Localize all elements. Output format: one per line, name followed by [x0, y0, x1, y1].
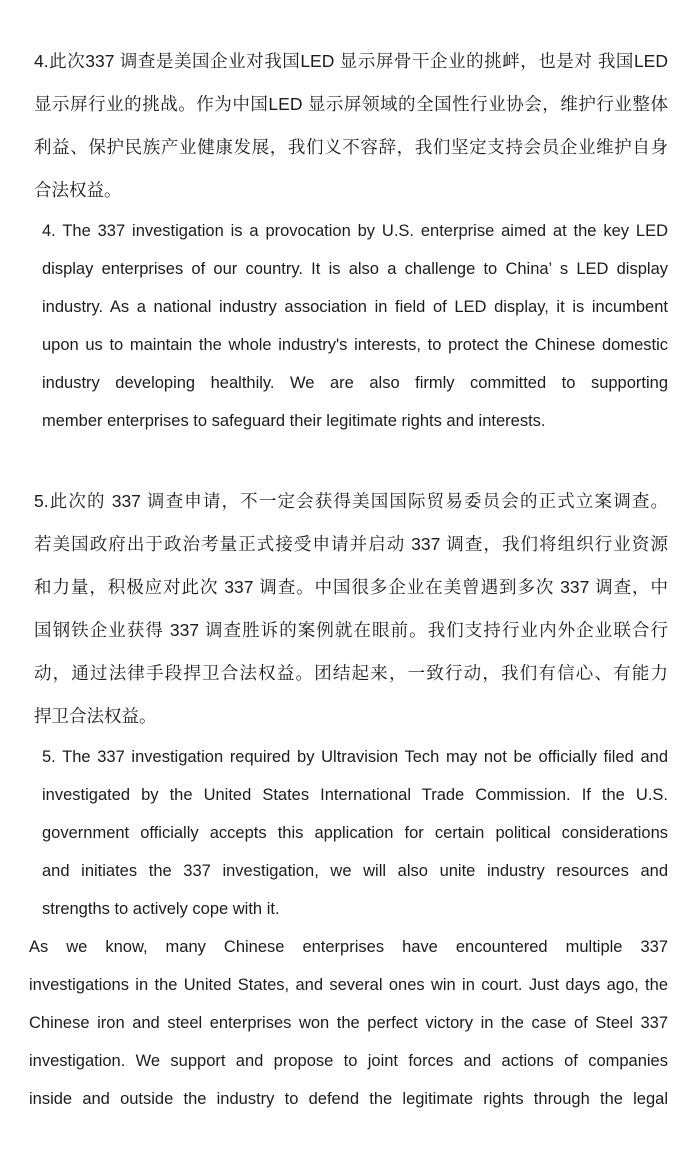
- text-line: 利益、保护民族产业健康发展，我们义不容辞，我们坚定支持会员企业维护自身: [34, 137, 668, 157]
- text-line: 4. The 337 investigation is a provocation by U.S. enterprise aimed at the key LED: [42, 222, 668, 240]
- text-line: 4.此次337 调查是美国企业对我国LED 显示屏骨干企业的挑衅，也是对 我国LED: [34, 51, 668, 71]
- text-line: 国钢铁企业获得 337 调查胜诉的案例就在眼前。我们支持行业内外企业联合行: [34, 620, 668, 640]
- para-5-en: [42, 738, 668, 928]
- text-line: 和力量，积极应对此次 337 调查。中国很多企业在美曾遇到多次 337 调查，中: [34, 577, 668, 597]
- text-line: investigation. We support and propose to joint forces and actions of companies: [29, 1052, 668, 1070]
- para-continuation-en: [29, 928, 668, 1118]
- text-line: 若美国政府出于政治考量正式接受申请并启动 337 调查，我们将组织行业资源: [34, 534, 668, 554]
- text-line: 显示屏行业的挑战。作为中国LED 显示屏领域的全国性行业协会，维护行业整体: [34, 94, 668, 114]
- para-4-en: [42, 212, 668, 440]
- text-line: industry developing healthily. We are also firmly committed to supporting: [42, 374, 668, 392]
- text-line: member enterprises to safeguard their legitimate rights and interests.: [42, 412, 546, 430]
- text-line: 5. The 337 investigation required by Ultravision Tech may not be officially filed and: [42, 748, 668, 766]
- document-body: [29, 40, 668, 1118]
- text-line: 动，通过法律手段捍卫合法权益。团结起来，一致行动，我们有信心、有能力: [34, 663, 668, 683]
- text-line: investigations in the United States, and several ones win in court. Just days ago, the: [29, 976, 668, 994]
- text-line: upon us to maintain the whole industry's interests, to protect the Chinese domestic: [42, 336, 668, 354]
- text-line: display enterprises of our country. It is also a challenge to China’ s LED display: [42, 260, 668, 278]
- text-line: strengths to actively cope with it.: [42, 900, 280, 918]
- text-line: Chinese iron and steel enterprises won the perfect victory in the case of Steel 337: [29, 1014, 668, 1032]
- text-line: industry. As a national industry association in field of LED display, it is incumbent: [42, 298, 668, 316]
- text-line: government officially accepts this application for certain political considerations: [42, 824, 668, 842]
- text-line: 合法权益。: [34, 180, 122, 200]
- text-line: and initiates the 337 investigation, we will also unite industry resources and: [42, 862, 668, 880]
- text-line: 捍卫合法权益。: [34, 706, 157, 726]
- text-line: As we know, many Chinese enterprises have encountered multiple 337: [29, 938, 668, 956]
- text-line: 5.此次的 337 调查申请，不一定会获得美国国际贸易委员会的正式立案调查。: [34, 491, 668, 511]
- para-5-zh: [34, 480, 668, 738]
- text-line: inside and outside the industry to defend the legitimate rights through the legal: [29, 1090, 668, 1108]
- para-4-zh: [34, 40, 668, 212]
- text-line: investigated by the United States International Trade Commission. If the U.S.: [42, 786, 668, 804]
